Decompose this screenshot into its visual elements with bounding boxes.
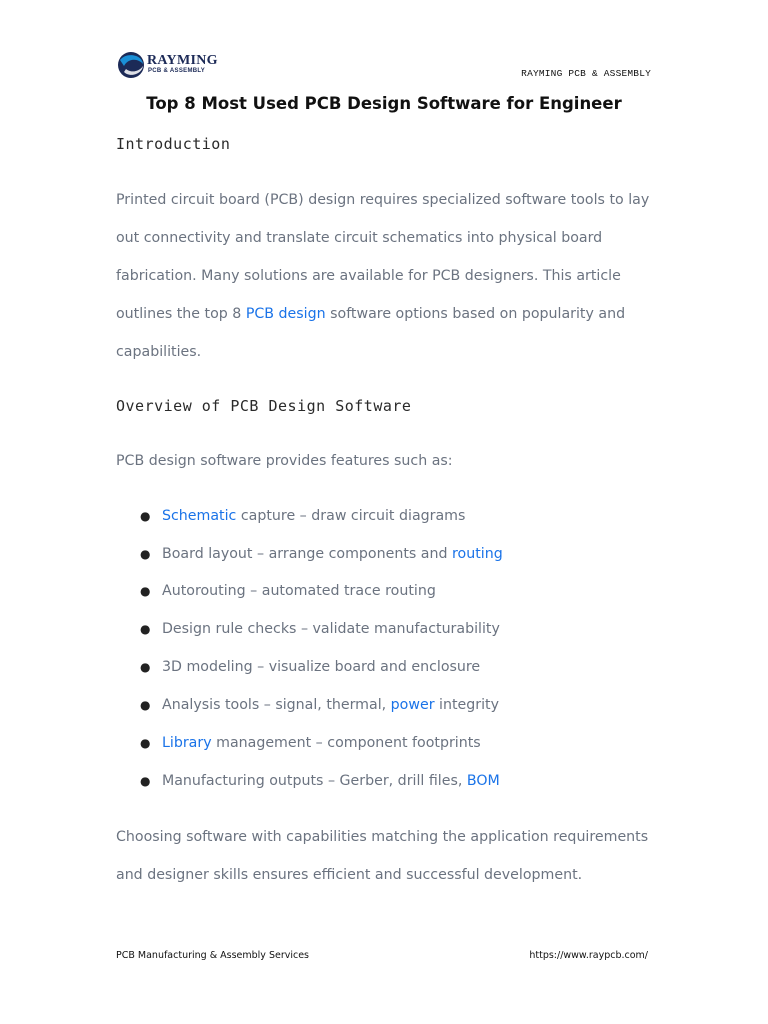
rayming-swirl-icon — [116, 50, 146, 80]
list-item-text: Analysis tools – signal, thermal, — [162, 697, 391, 713]
bullet-dot-icon: ● — [140, 584, 151, 598]
closing-paragraph: Choosing software with capabilities matching the application requirements and designer skills ensures efficient and successful development. — [116, 829, 649, 883]
bullet-dot-icon: ● — [140, 736, 151, 750]
logo-name: RAYMING — [147, 53, 218, 68]
bullet-dot-icon: ● — [140, 774, 151, 788]
intro-text-before: Printed circuit board (PCB) design requires specialized software tools to lay out connectivity and translate circuit schematics into physical board fabrication. Many solutions are available for PCB designers. This article outlines the top 8 — [116, 192, 650, 322]
bullet-dot-icon: ● — [140, 509, 151, 523]
routing-link[interactable]: routing — [452, 546, 503, 562]
bullet-dot-icon: ● — [140, 547, 151, 561]
list-item-text: management – component footprints — [211, 735, 481, 751]
logo-subtitle: PCB & ASSEMBLY — [148, 68, 206, 74]
list-item-text: capture – draw circuit diagrams — [236, 508, 466, 524]
intro-text-after: software options based on popularity and capabilities. — [116, 306, 626, 360]
introduction-paragraph — [116, 181, 656, 371]
bullet-dot-icon: ● — [140, 622, 151, 636]
introduction-heading: Introduction — [116, 135, 231, 153]
list-item-text: 3D modeling – visualize board and enclosure — [162, 659, 481, 675]
bullet-dot-icon: ● — [140, 698, 151, 712]
list-item-text: Autorouting – automated trace routing — [162, 583, 436, 599]
library-link[interactable]: Library — [162, 735, 212, 751]
schematic-link[interactable]: Schematic — [162, 508, 237, 524]
overview-heading: Overview of PCB Design Software — [116, 397, 412, 415]
bom-link[interactable]: BOM — [466, 773, 500, 789]
pcb-design-link[interactable]: PCB design — [245, 306, 326, 322]
list-item-text: Design rule checks – validate manufacturability — [162, 621, 500, 637]
rayming-logo — [116, 50, 226, 80]
list-item-text-after: integrity — [434, 697, 500, 713]
footer-services: PCB Manufacturing & Assembly Services — [116, 950, 310, 961]
page-title: Top 8 Most Used PCB Design Software for Engineer — [146, 94, 622, 113]
footer-url-link[interactable]: https://www.raypcb.com/ — [529, 950, 648, 961]
power-link[interactable]: power — [390, 697, 435, 713]
header-company-name: RAYMING PCB & ASSEMBLY — [521, 68, 651, 79]
list-item-text: Board layout – arrange components and — [162, 546, 452, 562]
bullet-dot-icon: ● — [140, 660, 151, 674]
overview-lead: PCB design software provides features such as: — [116, 453, 453, 469]
list-item-text: Manufacturing outputs – Gerber, drill files, — [162, 773, 467, 789]
